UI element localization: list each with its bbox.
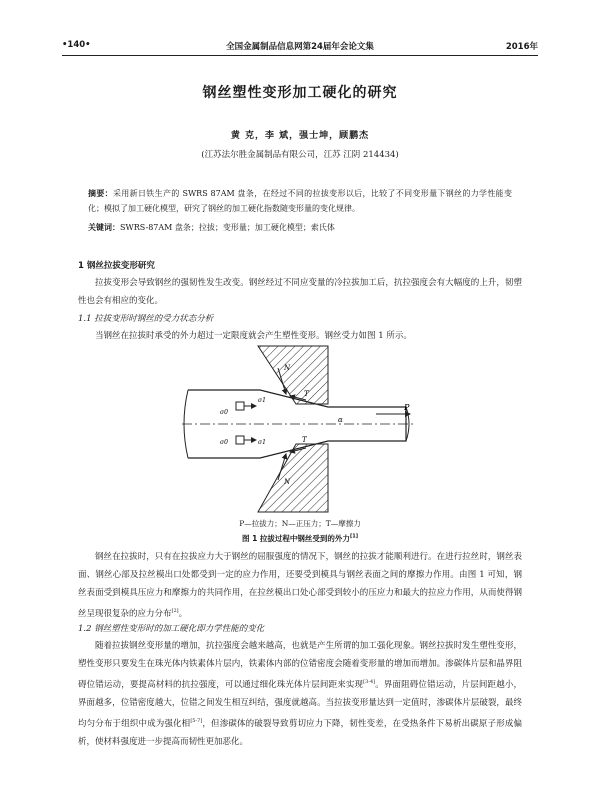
ref-2: [2] bbox=[171, 608, 179, 614]
section-1-2-heading: 1.2 钢丝塑性变形时的加工硬化即力学性能的变化 bbox=[78, 624, 265, 634]
ref-5-7: [5-7] bbox=[190, 717, 203, 724]
stress-element-lower bbox=[236, 436, 244, 444]
label-sigma1-upper: σ1 bbox=[258, 397, 266, 404]
label-n-lower: N bbox=[284, 478, 291, 486]
paragraph-after-figure-end: 。 bbox=[178, 608, 188, 619]
figure-1-drawing bbox=[178, 344, 422, 514]
affiliation: (江苏法尔胜金属制品有限公司，江苏 江阴 214434) bbox=[201, 150, 399, 160]
figure-1-caption-text: 图 1 拉拔过程中钢丝受到的外力 bbox=[241, 534, 350, 543]
ref-3-4: [3-4] bbox=[363, 679, 376, 685]
authors: 黄 克，李 斌，强士坤，顾鹏杰 bbox=[230, 131, 370, 141]
label-sigma0-lower: σ0 bbox=[220, 439, 228, 446]
label-n-upper: N bbox=[284, 364, 291, 372]
figure-1-caption-ref: [1] bbox=[349, 533, 358, 540]
figure-1-legend: P—拉拔力；N—正压力；T—摩擦力 bbox=[239, 519, 361, 528]
stress-element-upper bbox=[236, 402, 244, 410]
abstract-text: 采用新日铁生产的 SWRS 87AM 盘条，在经过不同的拉拔变形以后，比较了不同变形量下钢丝的力学性能变化；模拟了加工硬化模型，研究了钢丝的加工硬化指数随变形量的变化规律。 bbox=[88, 189, 513, 213]
running-header bbox=[62, 40, 538, 54]
label-alpha: α bbox=[338, 416, 343, 424]
section-1-1-heading: 1.1 拉拔变形时钢丝的受力状态分析 bbox=[78, 314, 214, 324]
section-1-heading: 1 钢丝拉拔变形研究 bbox=[78, 261, 155, 271]
section-1-2-paragraph bbox=[78, 637, 522, 751]
die-upper bbox=[258, 346, 328, 404]
die-lower bbox=[258, 444, 328, 512]
abstract-label: 摘要： bbox=[88, 189, 113, 198]
label-p: P bbox=[404, 403, 410, 412]
section-1-2-text-a: 随着拉拔钢丝变形量的增加，抗拉强度会越来越高，也就是产生所谓的加工强化现象。钢丝拉拔时发生塑性变形，塑性变形只要发生在珠光体内铁素体片层内，铁素体内部的位错密度会随着变形量的增加而增加。渗碳体片层和晶界阻碍位错运动，要提高材料的抗拉强度，可以通过细化珠光体片层间距来实现 bbox=[78, 641, 522, 690]
label-sigma0-upper: σ0 bbox=[220, 409, 228, 416]
keywords-label: 关键词： bbox=[88, 223, 120, 232]
paper-title: 钢丝塑性变形加工硬化的研究 bbox=[202, 85, 398, 101]
keywords bbox=[88, 220, 512, 235]
label-sigma1-lower: σ1 bbox=[258, 439, 266, 446]
section-1-2-text-c: ，但渗碳体的破裂导致剪切应力下降，韧性变差，在受热条件下易析出碳原子形成偏析，使材料强度进一步提高而韧性更加恶化。 bbox=[78, 718, 522, 747]
section-1-1-paragraph: 当钢丝在拉拔时承受的外力超过一定限度就会产生塑性变形。钢丝受力如图 1 所示。 bbox=[95, 331, 412, 341]
abstract bbox=[88, 186, 512, 216]
journal-name: 全国金属制品信息网第24届年会论文集 bbox=[226, 42, 374, 52]
paragraph-after-figure bbox=[78, 548, 522, 623]
section-1-2-text-b: 。界面阻碍位错运动，片层间距越小，界面越多，位错密度越大，位错之间发生相互纠结，强度就越高。当拉拔变形量达到一定值时，渗碳体片层破裂，最终均匀分布于组织中成为强化相 bbox=[78, 679, 522, 729]
label-t-lower: T bbox=[302, 436, 307, 444]
header-rule bbox=[62, 55, 538, 56]
page-number: •140• bbox=[62, 40, 91, 50]
keywords-text: SWRS-87AM 盘条；拉拔；变形量；加工硬化模型；索氏体 bbox=[120, 223, 335, 232]
figure-1-caption bbox=[0, 533, 600, 544]
label-t-upper: T bbox=[304, 390, 309, 398]
paragraph-after-figure-text: 钢丝在拉拔时，只有在拉拔应力大于钢丝的屈服强度的情况下，钢丝的拉拔才能顺利进行。在进行拉丝时，钢丝表面、钢丝心部及拉丝模出口处都受到一定的应力作用，还要受到模具与钢丝表面之间的摩擦力作用。由图 1 可知，钢丝表面受到模具压应力和摩擦力的共同作用，在拉丝模出口处心部受到较小的压应力和最大的拉应力作用，从而使得钢丝呈现很复杂的应力分布 bbox=[78, 552, 522, 619]
header-year: 2016年 bbox=[505, 42, 538, 52]
section-1-paragraph: 拉拔变形会导致钢丝的强韧性发生改变。钢丝经过不同应变量的冷拉拔加工后，抗拉强度会有大幅度的上升，韧塑性也会有相应的变化。 bbox=[78, 278, 522, 306]
